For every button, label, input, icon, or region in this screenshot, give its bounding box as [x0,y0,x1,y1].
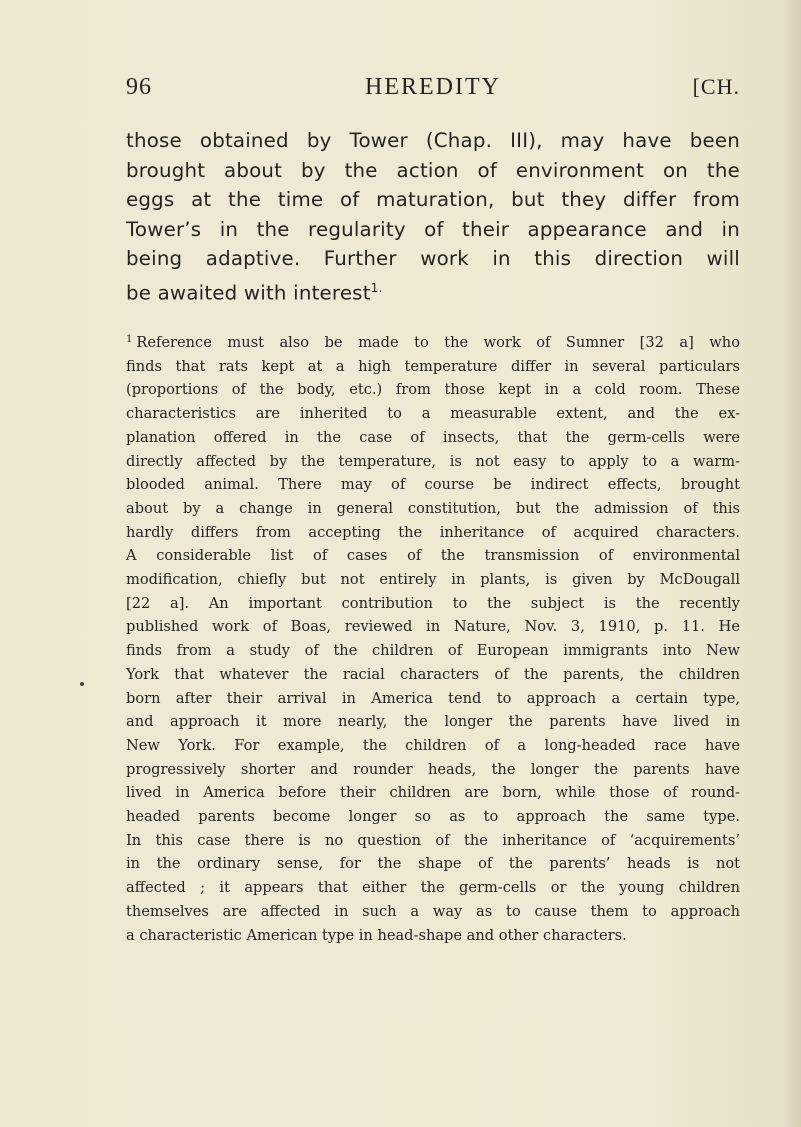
chapter-mark: [CH. [692,74,740,99]
footnote-line: (proportions of the body, etc.) from those kept in a cold room. These [126,381,740,399]
footnote-line: blooded animal. There may of course be indirect effects, brought [126,476,740,494]
main-text-line [126,274,740,308]
footnote-line: about by a change in general constitution, but the admission of this [126,499,740,517]
footnote-line: directly affected by the temperature, is not easy to apply to a warm- [126,452,740,470]
footnote-line: planation offered in the case of insects, that the germ-cells were [126,428,740,446]
footnote-line: hardly differs from accepting the inheritance of acquired characters. [126,523,740,541]
footnote-line: in the ordinary sense, for the shape of the parents’ heads is not [126,855,740,873]
footnote-line: finds that rats kept at a high temperature differ in several particulars [126,357,740,375]
main-text-line: those obtained by Tower (Chap. III), may have been [126,129,740,152]
main-text-line-text: be awaited with interest [126,281,371,305]
running-head [126,72,740,106]
margin-dot [80,682,84,686]
footnote-line: A considerable list of cases of the transmission of environmental [126,547,740,565]
header-title: HEREDITY [365,74,501,100]
main-text-line: brought about by the action of environment on the [126,158,740,182]
footnote-line: characteristics are inherited to a measurable extent, and the ex- [126,405,740,423]
footnote-marker: 1 [126,334,133,345]
footnote-line: published work of Boas, reviewed in Nature, Nov. 3, 1910, p. 11. He [126,618,740,636]
main-paragraph [126,126,740,308]
footnote-line: themselves are affected in such a way as to cause them to approach [126,902,740,920]
footnote-line: born after their arrival in America tend to approach a certain type, [126,689,740,707]
footnote-line: affected ; it appears that either the germ-cells or the young children [126,879,740,897]
footnote-reference: 1. [370,280,383,295]
footnote-line-text: Reference must also be made to the work of Sumner [32 a] who [136,334,740,351]
main-text-line: eggs at the time of maturation, but they differ from [126,188,740,212]
footnote-line: and approach it more nearly, the longer the parents have lived in [126,713,740,731]
main-text-line: Tower’s in the regularity of their appearance and in [126,217,740,241]
footnote-line: progressively shorter and rounder heads, the longer the parents have [126,760,740,778]
footnote [126,328,740,947]
page-number: 96 [126,74,152,100]
main-text-line: being adaptive. Further work in this direction will [126,247,740,271]
page-edge-shadow [783,0,801,1127]
footnote-line: modification, chiefly but not entirely in plants, is given by McDougall [126,571,740,589]
footnote-line [126,328,740,355]
footnote-line: a characteristic American type in head-shape and other characters. [126,926,627,944]
footnote-line: York that whatever the racial characters of the parents, the children [126,665,740,683]
footnote-line: New York. For example, the children of a long-headed race have [126,736,740,754]
footnote-line: lived in America before their children are born, while those of round- [126,784,740,802]
footnote-line: headed parents become longer so as to approach the same type. [126,808,740,826]
footnote-line: finds from a study of the children of European immigrants into New [126,642,740,660]
footnote-line: [22 a]. An important contribution to the subject is the recently [126,594,740,612]
footnote-line: In this case there is no question of the inheritance of ‘acquirements’ [126,831,740,849]
